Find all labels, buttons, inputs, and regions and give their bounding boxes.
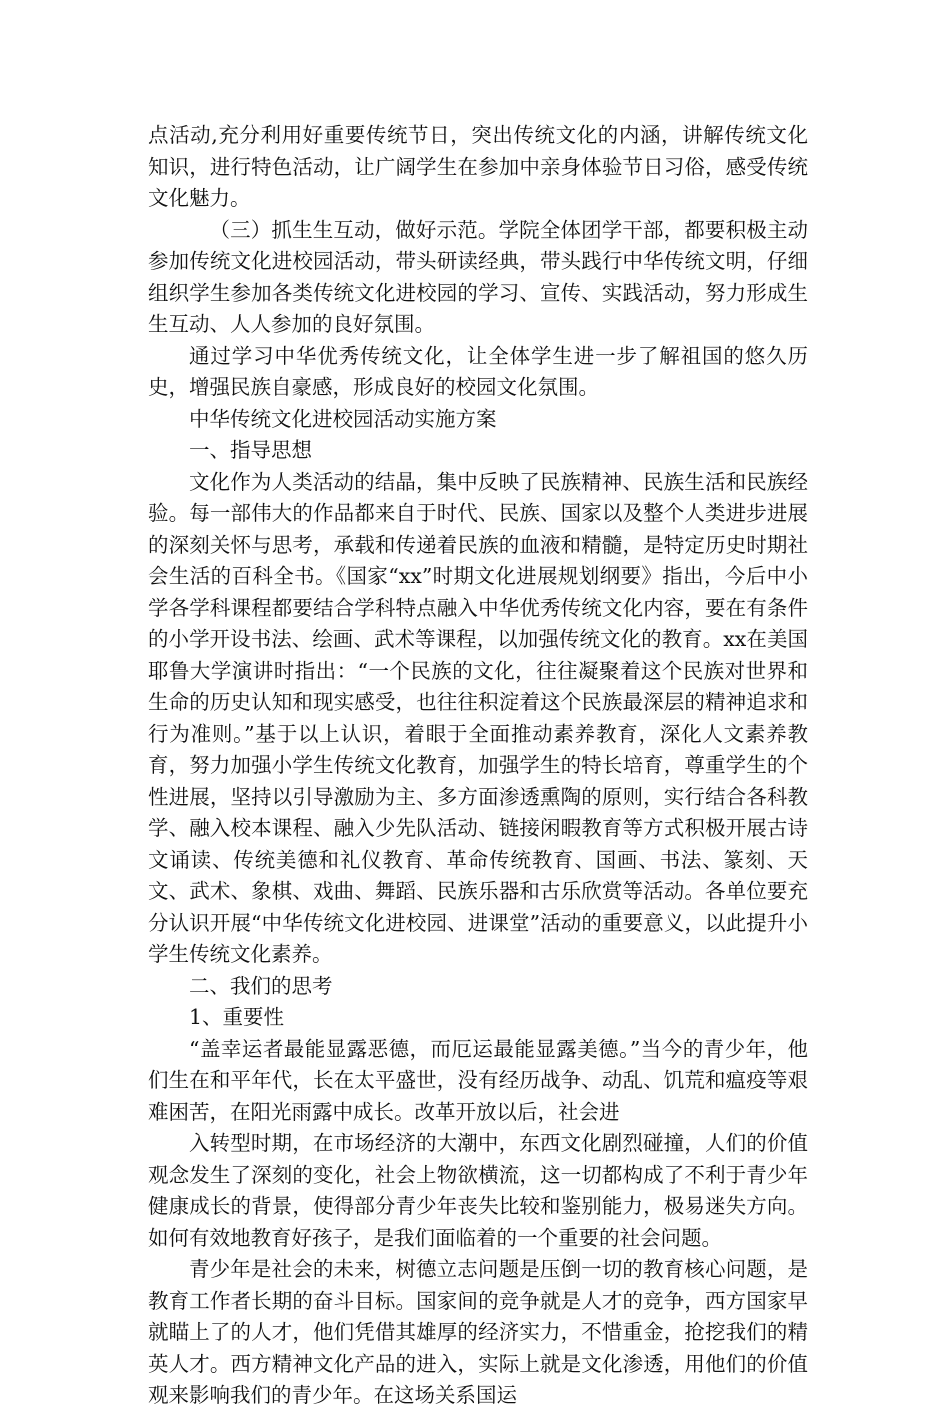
- heading-our-thinking: 二、我们的思考: [189, 973, 333, 998]
- paragraph-youth-background: “盖幸运者最能显露恶德，而厄运最能显露美德。”当今的青少年，他们生在和平年代，长在太平盛世，没有经历战争、动乱、饥荒和瘟疫等艰难困苦，在阳光雨露中成长。改革开放以后，社会进: [148, 1036, 808, 1124]
- heading-guiding-ideology: 一、指导思想: [189, 438, 312, 462]
- paragraph-transition-period: 入转型时期，在市场经济的大潮中，东西文化剧烈碰撞，人们的价值观念发生了深刻的变化，社会上物欲横流，这一切都构成了不利于青少年健康成长的背景，使得部分青少年丧失比较和鉴别能力，极易迷失方向。如何有效地教育好孩子，是我们面临着的一个重要的社会问题。: [148, 1131, 808, 1250]
- paragraph-learning-outcome: 通过学习中华优秀传统文化，让全体学生进一步了解祖国的悠久历史，增强民族自豪感，形成良好的校园文化氛围。: [148, 343, 808, 399]
- paragraph-culture-crystallization: 文化作为人类活动的结晶，集中反映了民族精神、民族生活和民族经验。每一部伟大的作品都来自于时代、民族、国家以及整个人类进步进展的深刻关怀与思考，承载和传递着民族的血液和精髓，是特定历史时期社会生活的百科全书。《国家“xx”时期文化进展规划纲要》指出，今后中小学各学科课程都要结合学科特点融入中华优秀传统文化内容，要在有条件的小学开设书法、绘画、武术等课程，以加强传统文化的教育。xx在美国耶鲁大学演讲时指出：“一个民族的文化，往往凝聚着这个民族对世界和生命的历史认知和现实感受，也往往积淀着这个民族最深层的精神追求和行为准则。”基于以上认识，着眼于全面推动素养教育，深化人文素养教育，努力加强小学生传统文化教育，加强学生的特长培育，尊重学生的个性进展，坚持以引导激励为主、多方面渗透熏陶的原则，实行结合各科教学、融入校本课程、融入少先队活动、链接闲暇教育等方式积极开展古诗文诵读、传统美德和礼仪教育、革命传统教育、国画、书法、篆刻、天文、武术、象棋、戏曲、舞蹈、民族乐器和古乐欣赏等活动。各单位要充分认识开展“中华传统文化进校园、进课堂”活动的重要意义，以此提升小学生传统文化素养。: [148, 469, 808, 966]
- paragraph-youth-future: 青少年是社会的未来，树德立志问题是压倒一切的教育核心问题，是教育工作者长期的奋斗目标。国家间的竞争就是人才的竞争，西方国家早就瞄上了的人才，他们凭借其雄厚的经济实力，不惜重金，抢挖我们的精英人才。西方精神文化产品的进入，实际上就是文化渗透，用他们的价值观来影响我们的青少年。在这场关系国运: [148, 1257, 808, 1407]
- section-title-implementation-plan: 中华传统文化进校园活动实施方案: [189, 406, 497, 431]
- paragraph-festival-activities: 点活动,充分利用好重要传统节日，突出传统文化的内涵，讲解传统文化知识，进行特色活动，让广阔学生在参加中亲身体验节日习俗，感受传统文化魅力。: [148, 123, 808, 210]
- document-body: [148, 120, 808, 1412]
- heading-importance: 1、重要性: [189, 1005, 285, 1029]
- paragraph-peer-interaction: （三）抓生生互动，做好示范。学院全体团学干部，都要积极主动参加传统文化进校园活动，带头研读经典，带头践行中华传统文明，仔细组织学生参加各类传统文化进校园的学习、宣传、实践活动，努力形成生生互动、人人参加的良好氛围。: [148, 217, 808, 336]
